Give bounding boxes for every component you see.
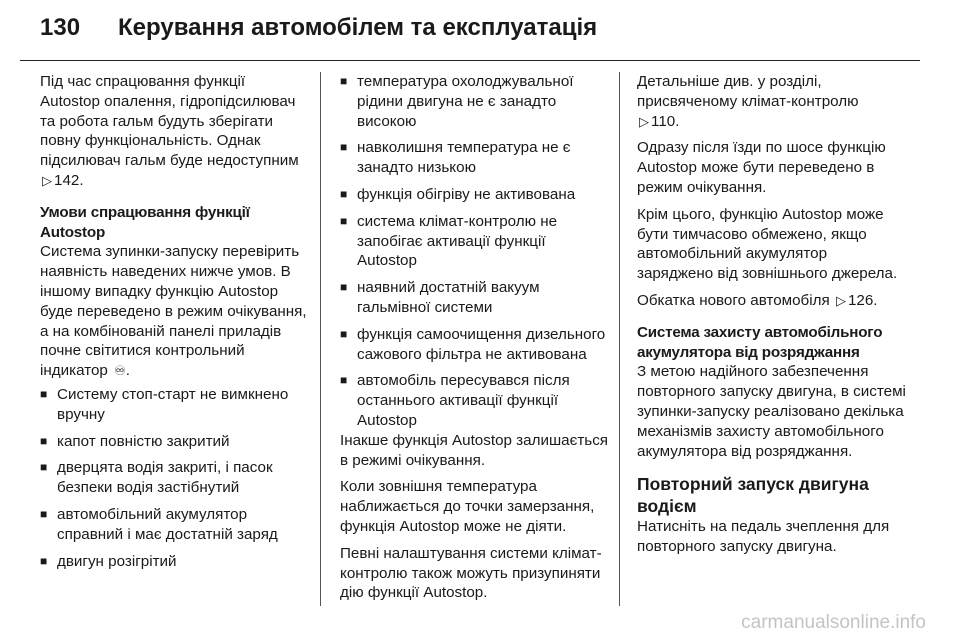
intro-paragraph [40,72,308,191]
list-item: ■ температура охолоджувальної рідини двигуна не є занадто високою [340,72,608,131]
running-in-paragraph [637,291,907,311]
autostop-indicator-icon: ♾ [114,363,126,379]
header-rule [20,60,920,61]
list-item: ■ автомобіль пересувався після останнього активації функції Autostop [340,371,608,430]
page-reference-icon: ▷ [835,292,846,308]
list-item: ■ навколишня температура не є занадто низькою [340,138,608,178]
list-item: ■ система клімат-контролю не запобігає активації функції Autostop [340,212,608,271]
list-item: ■ двигун розігрітий [40,552,308,572]
column-1 [40,72,308,578]
list-item: ■ дверцята водія закриті, і пасок безпеки водія застібнутий [40,458,308,498]
watermark: carmanualsonline.info [741,612,926,633]
standby-paragraph: Інакше функція Autostop залишається в режимі очікування. [340,431,609,469]
list-item: ■ наявний достатній вакуум гальмівної системи [340,278,608,318]
list-item: ■ Систему стоп-старт не вимкнено вручну [40,385,308,425]
climate-reference-text: Детальніше див. у розділі, присвяченому клімат-контролю [637,73,859,110]
list-item: ■ автомобільний акумулятор справний і має достатній заряд [40,505,308,545]
page-number: 130 [40,14,81,41]
running-in-text: Обкатка нового автомобіля [637,291,830,309]
climate-reference: 110. [651,112,680,130]
battery-protection-paragraph: З метою надійного забезпечення повторного запуску двигуна, в системі зупинки-запуску реалізовано декілька механізмів захисту автомобільного акумулятора від розряджання. [637,363,906,460]
section-heading-driver-restart: Повторний запуск двигуна водієм [637,474,869,517]
intro-reference: 142. [54,171,84,189]
page-reference-icon: ▷ [42,172,52,188]
column-3 [637,72,907,564]
climate-paragraph: Певні налаштування системи клімат-контролю також можуть призупиняти дію функції Autostop. [340,544,602,602]
list-item: ■ функція самоочищення дизельного сажового фільтра не активована [340,325,608,365]
freezing-paragraph: Коли зовнішня температура наближається до точки замерзання, функція Autostop може не діяти. [340,478,595,535]
conditions-paragraph: Система зупинки-запуску перевірить наявність наведених нижче умов. В іншому випадку функцію Autostop буде переведено в режим очікування, а на комбінованій панелі приладів почне світитися контрольний індикатор ♾. [40,243,307,380]
page-reference-icon: ▷ [639,113,649,129]
conditions-text: Система зупинки-запуску перевірить наявність наведених нижче умов. В іншому випадку функцію Autostop буде переведено в режим очікування, а на комбінованій панелі приладів почне світитися контрольний індикатор [40,243,307,380]
intro-text: Під час спрацювання функції Autostop опалення, гідропідсилювач та робота гальм будуть зберігати повну функціональність. Однак підсилювач гальм буде недоступним [40,73,299,170]
conditions-list [40,385,308,571]
climate-reference-paragraph [637,72,907,131]
page-header [40,14,920,54]
column-divider [320,72,321,606]
highway-paragraph: Одразу після їзди по шосе функцію Autostop може бути переведено в режим очікування. [637,139,886,196]
battery-charging-paragraph: Крім цього, функцію Autostop може бути тимчасово обмежено, якщо автомобільний акумулятор заряджено від зовнішнього джерела. [637,205,898,283]
section-heading-battery-protection: Система захисту автомобільного акумулятора від розряджання [637,323,883,361]
page-title: Керування автомобілем та експлуатація [118,14,598,41]
list-item: ■ функція обігріву не активована [340,185,608,205]
column-divider [619,72,620,606]
running-in-reference: 126. [847,291,878,309]
restart-paragraph: Натисніть на педаль зчеплення для повторного запуску двигуна. [637,518,890,556]
column-2 [340,72,608,610]
conditions-list-continued [340,72,608,431]
section-heading-autostop-conditions: Умови спрацювання функції Autostop [40,203,250,241]
list-item: ■ капот повністю закритий [40,432,308,452]
